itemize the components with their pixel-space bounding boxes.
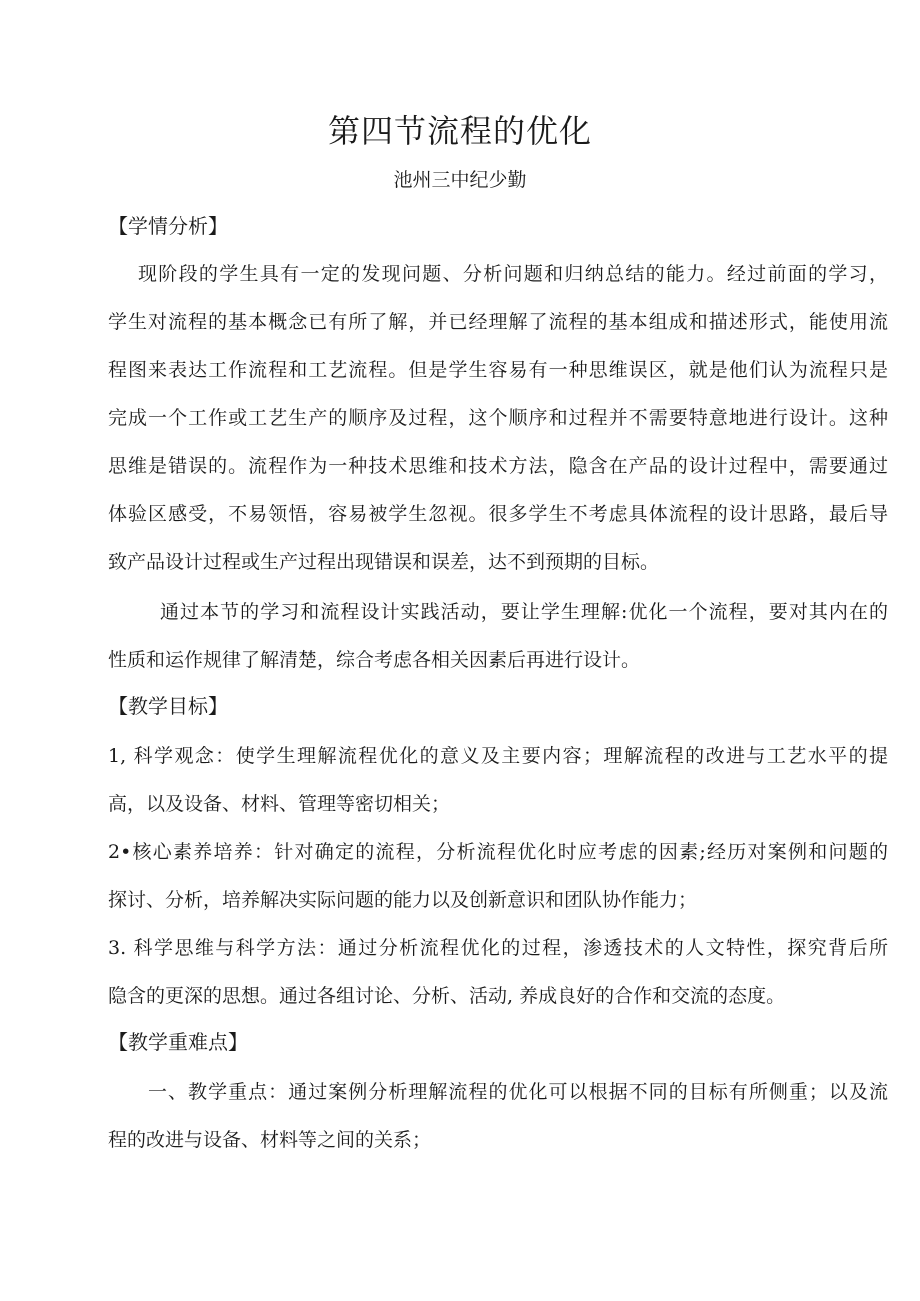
paragraph-line: 高，以及设备、材料、管理等密切相关； — [108, 793, 451, 815]
goal-item-1 — [108, 732, 888, 828]
section-heading-keypoints: 【教学重难点】 — [108, 1030, 248, 1054]
paragraph-line: 探讨、分析，培养解决实际问题的能力以及创新意识和团队协作能力； — [108, 889, 698, 911]
paragraph-line: 程的改进与设备、材料等之间的关系； — [108, 1129, 432, 1151]
paragraph-line: 完成一个工作或工艺生产的顺序及过程，这个顺序和过程并不需要特意地进行设计。这种 — [108, 407, 888, 429]
paragraph-line: 通过本节的学习和流程设计实践活动，要让学生理解:优化一个流程，要对其内在的 — [160, 601, 888, 623]
paragraph-line: 性质和运作规律了解清楚，综合考虑各相关因素后再进行设计。 — [108, 649, 641, 671]
document-title: 第四节流程的优化 — [327, 112, 592, 150]
section-heading-goals: 【教学目标】 — [108, 694, 228, 718]
section-heading-analysis: 【学情分析】 — [108, 214, 228, 238]
goal-item-2 — [108, 828, 888, 924]
keypoint-item-1 — [108, 1068, 888, 1164]
paragraph-line: 隐含的更深的思想。通过各组讨论、分析、活动, 养成良好的合作和交流的态度。 — [108, 985, 786, 1007]
paragraph-line: 体验区感受，不易领悟，容易被学生忽视。很多学生不考虑具体流程的设计思路，最后导 — [108, 503, 888, 525]
paragraph-line: 学生对流程的基本概念已有所了解，并已经理解了流程的基本组成和描述形式，能使用流 — [108, 311, 888, 333]
paragraph-line: 致产品设计过程或生产过程出现错误和误差，达不到预期的目标。 — [108, 551, 660, 573]
document-author: 池州三中纪少勤 — [393, 169, 527, 191]
analysis-paragraph-2 — [108, 588, 888, 684]
paragraph-line: 一、教学重点：通过案例分析理解流程的优化可以根据不同的目标有所侧重；以及流 — [148, 1081, 888, 1103]
paragraph-line: 思维是错误的。流程作为一种技术思维和技术方法，隐含在产品的设计过程中，需要通过 — [108, 455, 888, 477]
paragraph-line: 3. 科学思维与科学方法：通过分析流程优化的过程，渗透技术的人文特性，探究背后所 — [108, 937, 888, 959]
goal-item-3 — [108, 924, 888, 1020]
analysis-paragraph-1 — [108, 250, 888, 586]
paragraph-line: 现阶段的学生具有一定的发现问题、分析问题和归纳总结的能力。经过前面的学习， — [138, 263, 888, 285]
paragraph-line: 1, 科学观念：使学生理解流程优化的意义及主要内容；理解流程的改进与工艺水平的提 — [108, 745, 888, 767]
paragraph-line: 程图来表达工作流程和工艺流程。但是学生容易有一种思维误区，就是他们认为流程只是 — [108, 359, 888, 381]
paragraph-line: 2•核心素养培养：针对确定的流程，分析流程优化时应考虑的因素;经历对案例和问题的 — [108, 841, 888, 863]
